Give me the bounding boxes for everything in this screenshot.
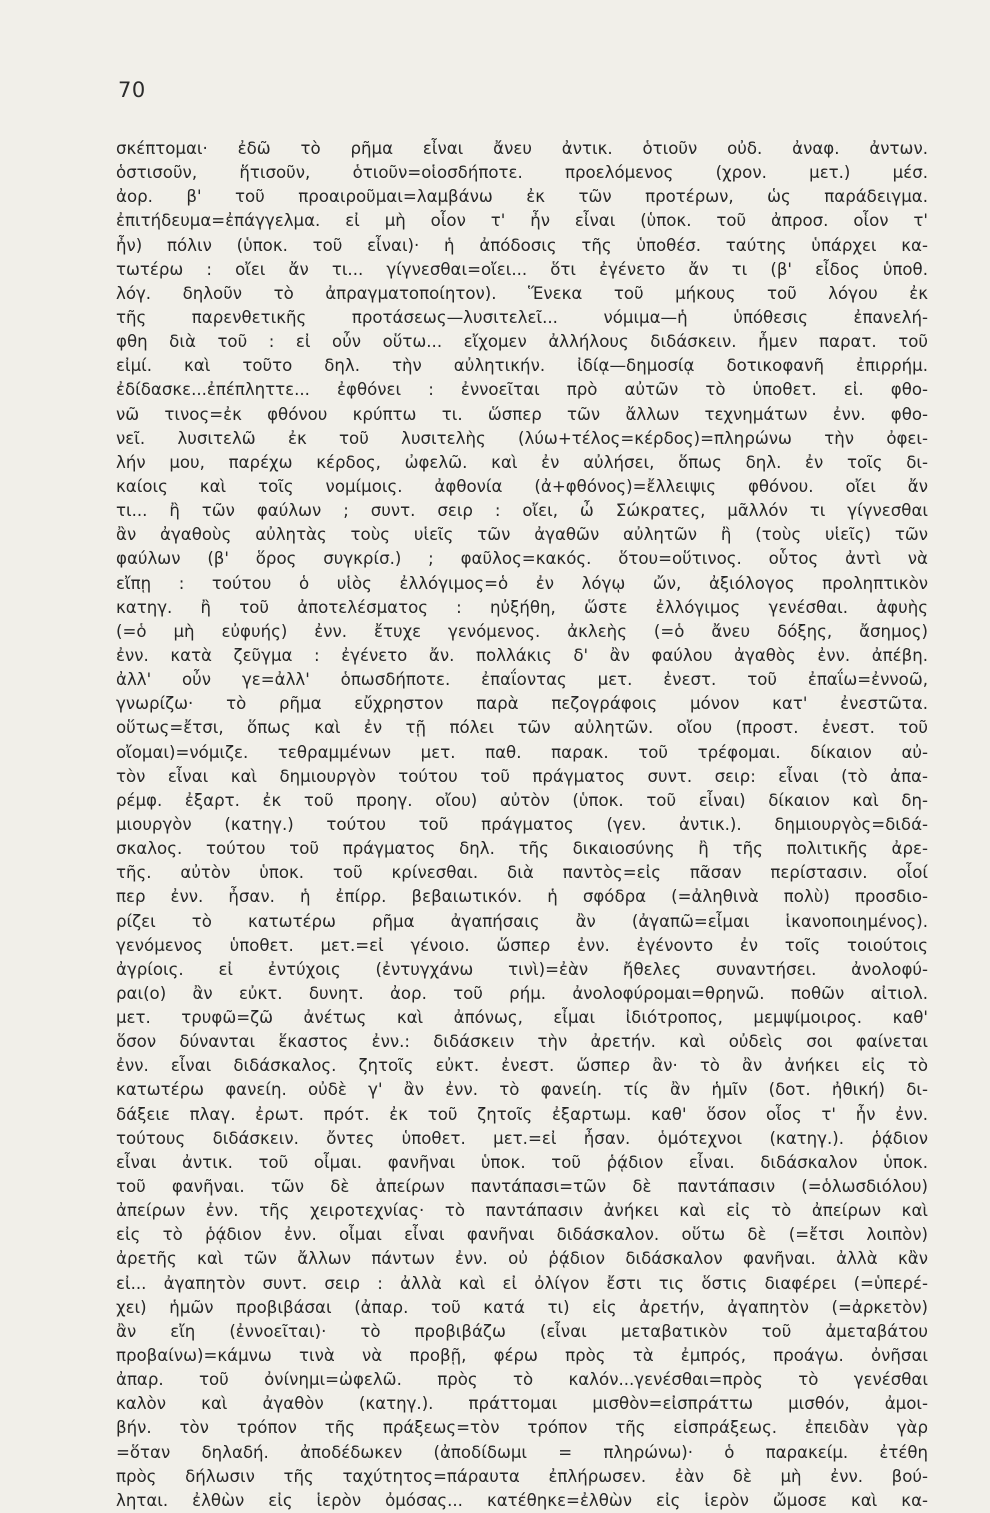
text-line: ἐνν. κατὰ ζεῦγμα : ἐγένετο ἄν. πολλάκις δ' ἂν φαύλου ἀγαθὸς ἐνν. ἀπέβη. — [116, 645, 928, 665]
text-line: χει) ἡμῶν προβιβάσαι (ἀπαρ. τοῦ κατά τι) εἰς ἀρετήν, ἀγαπητὸν (=ἀρκετὸν) — [116, 1297, 928, 1317]
commentary-text — [116, 137, 928, 1513]
text-line: καίοις καὶ τοῖς νομίμοις. ἀφθονία (ἀ+φθόνος)=ἔλλειψις φθόνου. οἴει ἄν — [116, 476, 928, 496]
text-line: οὕτως=ἔτσι, ὅπως καὶ ἐν τῇ πόλει τῶν αὐλητῶν. οἴου (προστ. ἐνεστ. τοῦ — [116, 718, 928, 738]
text-line: τῆς παρενθετικῆς προτάσεως—λυσιτελεῖ... νόμιμα—ἡ ὑπόθεσις ἐπανελή- — [116, 307, 928, 327]
text-line: ἀρετῆς καὶ τῶν ἄλλων πάντων ἐνν. οὐ ῥᾴδιον διδάσκαλον φανῆναι. ἀλλὰ κἂν — [116, 1249, 928, 1269]
text-line: κατηγ. ἢ τοῦ ἀποτελέσματος : ηὐξήθη, ὥστε ἐλλόγιμος γενέσθαι. ἀφυὴς — [116, 597, 928, 617]
text-line: γνωρίζω· τὸ ρῆμα εὔχρηστον παρὰ πεζογράφοις μόνον κατ' ἐνεστῶτα. — [116, 694, 928, 714]
text-line: τῆς. αὐτὸν ὑποκ. τοῦ κρίνεσθαι. διὰ παντὸς=εἰς πᾶσαν περίστασιν. οἷοί — [116, 863, 928, 883]
text-line: εἰς τὸ ῥᾴδιον ἐνν. οἶμαι εἶναι φανῆναι διδάσκαλον. οὕτω δὲ (=ἔτσι λοιπὸν) — [116, 1225, 928, 1245]
text-line: ἀπείρων ἐνν. τῆς χειροτεχνίας· τὸ παντάπασιν ἀνήκει καὶ εἰς τὸ ἀπείρων καὶ — [116, 1201, 928, 1221]
text-line: ρέμφ. ἐξαρτ. ἐκ τοῦ προηγ. οἴου) αὐτὸν (ὑποκ. τοῦ εἶναι) δίκαιον καὶ δη- — [116, 790, 928, 810]
text-line: εἴπῃ : τούτου ὁ υἱὸς ἐλλόγιμος=ὁ ἐν λόγῳ ὤν, ἀξιόλογος προληπτικὸν — [116, 573, 928, 593]
text-line: κατωτέρω φανείη. οὐδὲ γ' ἂν ἐνν. τὸ φανείη. τίς ἂν ἡμῖν (δοτ. ἠθική) δι- — [116, 1080, 928, 1100]
text-line: τοῦ φανῆναι. τῶν δὲ ἀπείρων παντάπασι=τῶν δὲ παντάπασιν (=ὁλωσδιόλου) — [116, 1177, 928, 1197]
text-line: ἦν) πόλιν (ὑποκ. τοῦ εἶναι)· ἡ ἀπόδοσις τῆς ὑποθέσ. ταύτης ὑπάρχει κα- — [116, 235, 928, 255]
text-line: περ ἐνν. ἦσαν. ἡ ἐπίρρ. βεβαιωτικόν. ἡ σφόδρα (=ἀληθινὰ πολὺ) προσδιο- — [116, 887, 928, 907]
text-line: ὁστισοῦν, ἥτισοῦν, ὁτιοῦν=οἱοσδήποτε. προελόμενος (χρον. μετ.) μέσ. — [116, 163, 928, 183]
text-line: ἂν ἀγαθοὺς αὐλητὰς τοὺς υἱεῖς τῶν ἀγαθῶν αὐλητῶν ἢ (τοὺς υἱεῖς) τῶν — [116, 525, 928, 545]
text-line: νεῖ. λυσιτελῶ ἐκ τοῦ λυσιτελὴς (λύω+τέλος=κέρδος)=πληρώνω τὴν ὀφει- — [116, 428, 928, 448]
text-line: ὅσον δύνανται ἕκαστος ἐνν.: διδάσκειν τὴν ἀρετήν. καὶ οὐδεὶς σοι φαίνεται — [116, 1032, 928, 1052]
page-number: 70 — [118, 78, 146, 102]
text-line: σκαλος. τούτου τοῦ πράγματος δηλ. τῆς δικαιοσύνης ἢ τῆς πολιτικῆς ἀρε- — [116, 839, 928, 859]
text-line: εἰμί. καὶ τοῦτο δηλ. τὴν αὐλητικήν. ἰδίᾳ—δημοσίᾳ δοτικοφανῆ ἐπιρρήμ. — [116, 356, 928, 376]
text-line: ἐπιτήδευμα=ἐπάγγελμα. εἰ μὴ οἷον τ' ἦν εἶναι (ὑποκ. τοῦ ἀπροσ. οἷον τ' — [116, 211, 928, 231]
text-line: πρὸς δήλωσιν τῆς ταχύτητος=πάραυτα ἐπλήρωσεν. ἐὰν δὲ μὴ ἐνν. βού- — [116, 1466, 928, 1486]
text-line: εἶναι ἀντικ. τοῦ οἶμαι. φανῆναι ὑποκ. τοῦ ῥᾴδιον εἶναι. διδάσκαλον ὑποκ. — [116, 1152, 928, 1172]
text-line: φαύλων (β' ὅρος συγκρίσ.) ; φαῦλος=κακός. ὅτου=οὕτινος. οὗτος ἀντὶ νὰ — [116, 549, 928, 569]
text-line: μιουργὸν (κατηγ.) τούτου τοῦ πράγματος (γεν. ἀντικ.). δημιουργὸς=διδά- — [116, 814, 928, 834]
text-line: (=ὁ μὴ εὐφυής) ἐνν. ἔτυχε γενόμενος. ἀκλεὴς (=ὁ ἄνευ δόξης, ἄσημος) — [116, 621, 928, 641]
text-line: =ὅταν δηλαδή. ἀποδέδωκεν (ἀποδίδωμι = πληρώνω)· ὁ παρακείμ. ἐτέθη — [116, 1442, 928, 1462]
text-line: ἀπαρ. τοῦ ὀνίνημι=ὠφελῶ. πρὸς τὸ καλόν...γενέσθαι=πρὸς τὸ γενέσθαι — [116, 1370, 928, 1390]
text-line: δάξειε πλαγ. ἐρωτ. πρότ. ἐκ τοῦ ζητοῖς ἐξαρτωμ. καθ' ὅσον οἷος τ' ἦν ἐνν. — [116, 1104, 928, 1124]
text-line: εἰ... ἀγαπητὸν συντ. σειρ : ἀλλὰ καὶ εἰ ὀλίγον ἔστι τις ὅστις διαφέρει (=ὑπερέ- — [116, 1273, 928, 1293]
text-line: ἀορ. β' τοῦ προαιροῦμαι=λαμβάνω ἐκ τῶν προτέρων, ὡς παράδειγμα. — [116, 187, 928, 207]
text-line: οἴομαι)=νόμιζε. τεθραμμένων μετ. παθ. παρακ. τοῦ τρέφομαι. δίκαιον αὐ- — [116, 742, 928, 762]
text-line: τὸν εἶναι καὶ δημιουργὸν τούτου τοῦ πράγματος συντ. σειρ: εἶναι (τὸ ἀπα- — [116, 766, 928, 786]
text-line: τωτέρω : οἴει ἄν τι... γίγνεσθαι=οἴει... ὅτι ἐγένετο ἄν τι (β' εἶδος ὑποθ. — [116, 259, 928, 279]
text-line: ληται. ἐλθὼν εἰς ἱερὸν ὀμόσας... κατέθηκε=ἐλθὼν εἰς ἱερὸν ὤμοσε καὶ κα- — [116, 1490, 928, 1510]
text-line: ἐνν. εἶναι διδάσκαλος. ζητοῖς εὐκτ. ἐνεστ. ὥσπερ ἂν· τὸ ἂν ἀνήκει εἰς τὸ — [116, 1056, 928, 1076]
text-line: ἐδίδασκε...ἐπέπληττε... ἐφθόνει : ἐννοεῖται πρὸ αὐτῶν τὸ ὑποθετ. εἰ. φθο- — [116, 380, 928, 400]
text-line: λήν μου, παρέχω κέρδος, ὠφελῶ. καὶ ἐν αὐλήσει, ὅπως δηλ. ἐν τοῖς δι- — [116, 452, 928, 472]
text-line: σκέπτομαι· ἐδῶ τὸ ρῆμα εἶναι ἄνευ ἀντικ. ὁτιοῦν οὐδ. ἀναφ. ἀντων. — [116, 139, 928, 158]
text-line: τι... ἢ τῶν φαύλων ; συντ. σειρ : οἴει, ὦ Σώκρατες, μᾶλλόν τι γίγνεσθαι — [116, 501, 928, 521]
text-line: προβαίνω)=κάμνω τινὰ νὰ προβῇ, φέρω πρὸς τὰ ἐμπρός, προάγω. ὀνῆσαι — [116, 1346, 928, 1366]
text-line: ἀλλ' οὖν γε=ἀλλ' ὁπωσδήποτε. ἐπαΐοντας μετ. ἐνεστ. τοῦ ἐπαΐω=ἐννοῶ, — [116, 670, 928, 690]
text-line: ρίζει τὸ κατωτέρω ρῆμα ἀγαπήσαις ἂν (ἀγαπῶ=εἶμαι ἱκανοποιημένος). — [116, 911, 928, 931]
text-line: ἂν εἴη (ἐννοεῖται)· τὸ προβιβάζω (εἶναι μεταβατικὸν τοῦ ἀμεταβάτου — [116, 1321, 928, 1341]
text-line: νῶ τινος=ἐκ φθόνου κρύπτω τι. ὥσπερ τῶν ἄλλων τεχνημάτων ἐνν. φθο- — [116, 404, 928, 424]
text-line: τούτους διδάσκειν. ὄντες ὑποθετ. μετ.=εἰ ἦσαν. ὁμότεχνοι (κατηγ.). ῥᾴδιον — [116, 1128, 928, 1148]
text-line: ἀγρίοις. εἰ ἐντύχοις (ἐντυγχάνω τινὶ)=ἐὰν ἤθελες συναντήσει. ἀνολοφύ- — [116, 959, 928, 979]
text-line: λόγ. δηλοῦν τὸ ἀπραγματοποίητον). Ἕνεκα τοῦ μήκους τοῦ λόγου ἐκ — [116, 283, 928, 303]
text-line: φθη διὰ τοῦ : εἰ οὖν οὕτω... εἴχομεν ἀλλήλους διδάσκειν. ἦμεν παρατ. τοῦ — [116, 332, 928, 352]
text-line: βήν. τὸν τρόπον τῆς πράξεως=τὸν τρόπον τῆς εἰσπράξεως. ἐπειδὰν γὰρ — [116, 1418, 928, 1438]
text-line: γενόμενος ὑποθετ. μετ.=εἰ γένοιο. ὥσπερ ἐνν. ἐγένοντο ἐν τοῖς τοιούτοις — [116, 935, 928, 955]
text-line: μετ. τρυφῶ=ζῶ ἀνέτως καὶ ἀπόνως, εἶμαι ἰδιότροπος, μεμψίμοιρος. καθ' — [116, 1008, 928, 1028]
text-line: καλὸν καὶ ἀγαθὸν (κατηγ.). πράττομαι μισθὸν=εἰσπράττω μισθόν, ἀμοι- — [116, 1394, 928, 1414]
text-line: ραι(ο) ἂν εὐκτ. δυνητ. ἀορ. τοῦ ρήμ. ἀνολοφύρομαι=θρηνῶ. ποθῶν αἰτιολ. — [116, 983, 928, 1003]
